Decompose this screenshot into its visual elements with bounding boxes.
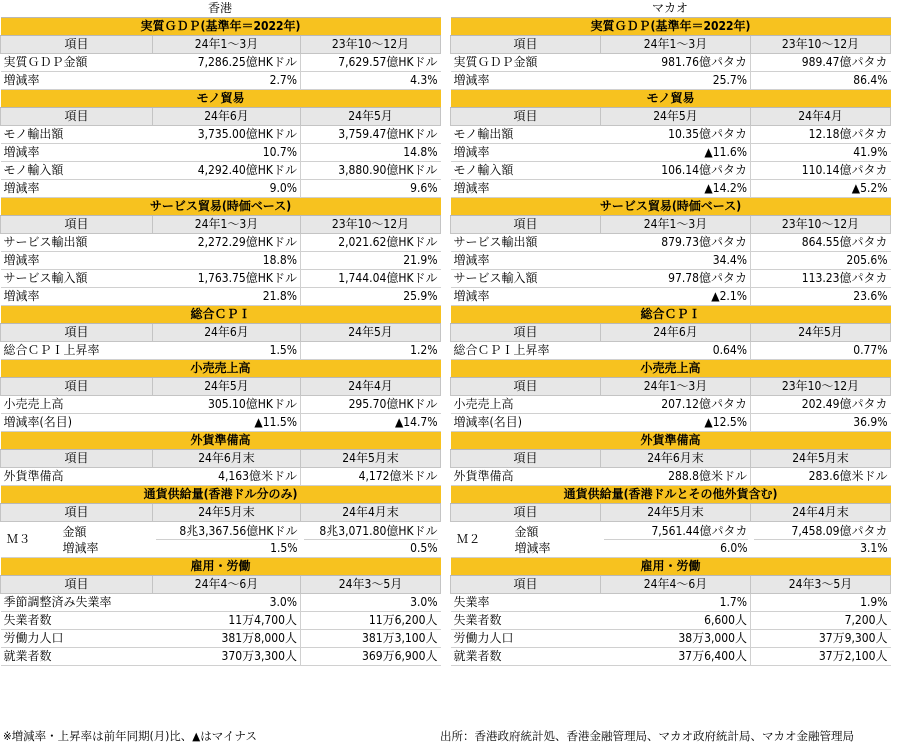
header-row: 項目 24年1～3月 23年10～12月 (451, 378, 891, 396)
header-row: 項目 24年6月末 24年5月末 (451, 450, 891, 468)
header-row: 項目 24年1～3月 23年10～12月 (451, 216, 891, 234)
hongkong-table (0, 17, 441, 666)
table-row: 増減率 10.7% 14.8% (1, 144, 441, 162)
table-row: Ｍ２ 金額 増減率 7,561.44億パタカ 6.0% 7,458.09億パタカ 3.1% (451, 522, 891, 558)
amount-label: 金額 (62, 524, 87, 539)
section-cpi: 総合ＣＰＩ (451, 306, 891, 324)
header-row: 項目 24年4～6月 24年3～5月 (451, 576, 891, 594)
header-row: 項目 24年6月 24年5月 (1, 108, 441, 126)
section-cpi: 総合ＣＰＩ (1, 306, 441, 324)
rate-label: 増減率 (62, 540, 99, 555)
table-row: 労働力人口 381万8,000人 381万3,100人 (1, 630, 441, 648)
section-fx-reserves: 外貨準備高 (1, 432, 441, 450)
section-retail-sales: 小売売上高 (1, 360, 441, 378)
table-row: モノ輸入額 4,292.40億HKドル 3,880.90億HKドル (1, 162, 441, 180)
table-row: 増減率 ▲14.2% ▲5.2% (451, 180, 891, 198)
section-goods-trade: モノ貿易 (451, 90, 891, 108)
header-row: 項目 24年4～6月 24年3～5月 (1, 576, 441, 594)
footnote-source: 出所：香港政府統計処、香港金融管理局、マカオ政府統計局、マカオ金融管理局 (440, 729, 854, 743)
header-row: 項目 24年5月 24年4月 (451, 108, 891, 126)
section-fx-reserves: 外貨準備高 (451, 432, 891, 450)
table-row: 増減率 21.8% 25.9% (1, 288, 441, 306)
table-row: 季節調整済み失業率 3.0% 3.0% (1, 594, 441, 612)
table-row: 増減率 25.7% 86.4% (451, 72, 891, 90)
section-employment: 雇用・労働 (451, 558, 891, 576)
money-aggregate-label: Ｍ３ (6, 532, 31, 546)
section-services-trade: サービス貿易(時価ベース) (451, 198, 891, 216)
header-row: 項目 24年1～3月 23年10～12月 (451, 36, 891, 54)
hongkong-column (0, 0, 440, 666)
amount-label: 金額 (514, 524, 539, 539)
table-row: 実質ＧＤＰ金額 7,286.25億HKドル 7,629.57億HKドル (1, 54, 441, 72)
table-row: サービス輸入額 97.78億パタカ 113.23億パタカ (451, 270, 891, 288)
table-row: 外貨準備高 4,163億米ドル 4,172億米ドル (1, 468, 441, 486)
table-row: モノ輸入額 106.14億パタカ 110.14億パタカ (451, 162, 891, 180)
table-row: 増減率 ▲2.1% 23.6% (451, 288, 891, 306)
region-title: 香港 (207, 1, 232, 15)
header-row: 項目 24年6月 24年5月 (451, 324, 891, 342)
header-row: 項目 24年1～3月 23年10～12月 (1, 216, 441, 234)
section-services-trade: サービス貿易(時価ベース) (1, 198, 441, 216)
header-row: 項目 24年6月 24年5月 (1, 324, 441, 342)
table-row: サービス輸出額 879.73億パタカ 864.55億パタカ (451, 234, 891, 252)
table-row: 増減率 34.4% 205.6% (451, 252, 891, 270)
section-money-supply: 通貨供給量(香港ドルとその他外貨含む) (451, 486, 891, 504)
header-row: 項目 24年6月末 24年5月末 (1, 450, 441, 468)
table-row: 失業者数 6,600人 7,200人 (451, 612, 891, 630)
rate-label: 増減率 (514, 540, 551, 555)
table-row: サービス輸入額 1,763.75億HKドル 1,744.04億HKドル (1, 270, 441, 288)
macau-column (450, 0, 890, 666)
table-row: 失業者数 11万4,700人 11万6,200人 (1, 612, 441, 630)
table-row: 増減率 9.0% 9.6% (1, 180, 441, 198)
section-real-gdp: 実質ＧＤＰ(基準年＝2022年) (451, 18, 891, 36)
header-row: 項目 24年1～3月 23年10～12月 (1, 36, 441, 54)
header-row: 項目 24年5月末 24年4月末 (451, 504, 891, 522)
section-goods-trade: モノ貿易 (1, 90, 441, 108)
section-retail-sales: 小売売上高 (451, 360, 891, 378)
table-row: 就業者数 37万6,400人 37万2,100人 (451, 648, 891, 666)
footnote-note: ※増減率・上昇率は前年同期(月)比、▲はマイナス (3, 729, 258, 743)
table-row: 外貨準備高 288.8億米ドル 283.6億米ドル (451, 468, 891, 486)
section-money-supply: 通貨供給量(香港ドル分のみ) (1, 486, 441, 504)
table-row: 増減率 18.8% 21.9% (1, 252, 441, 270)
table-row: 実質ＧＤＰ金額 981.76億パタカ 989.47億パタカ (451, 54, 891, 72)
table-row: 総合ＣＰＩ上昇率 0.64% 0.77% (451, 342, 891, 360)
table-row: 小売売上高 207.12億パタカ 202.49億パタカ (451, 396, 891, 414)
table-row: 失業率 1.7% 1.9% (451, 594, 891, 612)
table-row: 総合ＣＰＩ上昇率 1.5% 1.2% (1, 342, 441, 360)
table-row: モノ輸出額 3,735.00億HKドル 3,759.47億HKドル (1, 126, 441, 144)
table-row: 就業者数 370万3,300人 369万6,900人 (1, 648, 441, 666)
table-row: サービス輸出額 2,272.29億HKドル 2,021.62億HKドル (1, 234, 441, 252)
macau-table (450, 17, 891, 666)
table-row: 増減率(名目) ▲12.5% 36.9% (451, 414, 891, 432)
region-title: マカオ (651, 1, 688, 15)
table-row: 小売売上高 305.10億HKドル 295.70億HKドル (1, 396, 441, 414)
table-row: 増減率(名目) ▲11.5% ▲14.7% (1, 414, 441, 432)
section-employment: 雇用・労働 (1, 558, 441, 576)
header-row: 項目 24年5月 24年4月 (1, 378, 441, 396)
table-row: Ｍ３ 金額 増減率 8兆3,367.56億HKドル 1.5% 8兆3,071.80億HKドル 0.5% (1, 522, 441, 558)
table-row: モノ輸出額 10.35億パタカ 12.18億パタカ (451, 126, 891, 144)
table-row: 増減率 2.7% 4.3% (1, 72, 441, 90)
table-row: 増減率 ▲11.6% 41.9% (451, 144, 891, 162)
table-row: 労働力人口 38万3,000人 37万9,300人 (451, 630, 891, 648)
money-aggregate-label: Ｍ２ (456, 532, 481, 546)
section-real-gdp: 実質ＧＤＰ(基準年＝2022年) (1, 18, 441, 36)
header-row: 項目 24年5月末 24年4月末 (1, 504, 441, 522)
